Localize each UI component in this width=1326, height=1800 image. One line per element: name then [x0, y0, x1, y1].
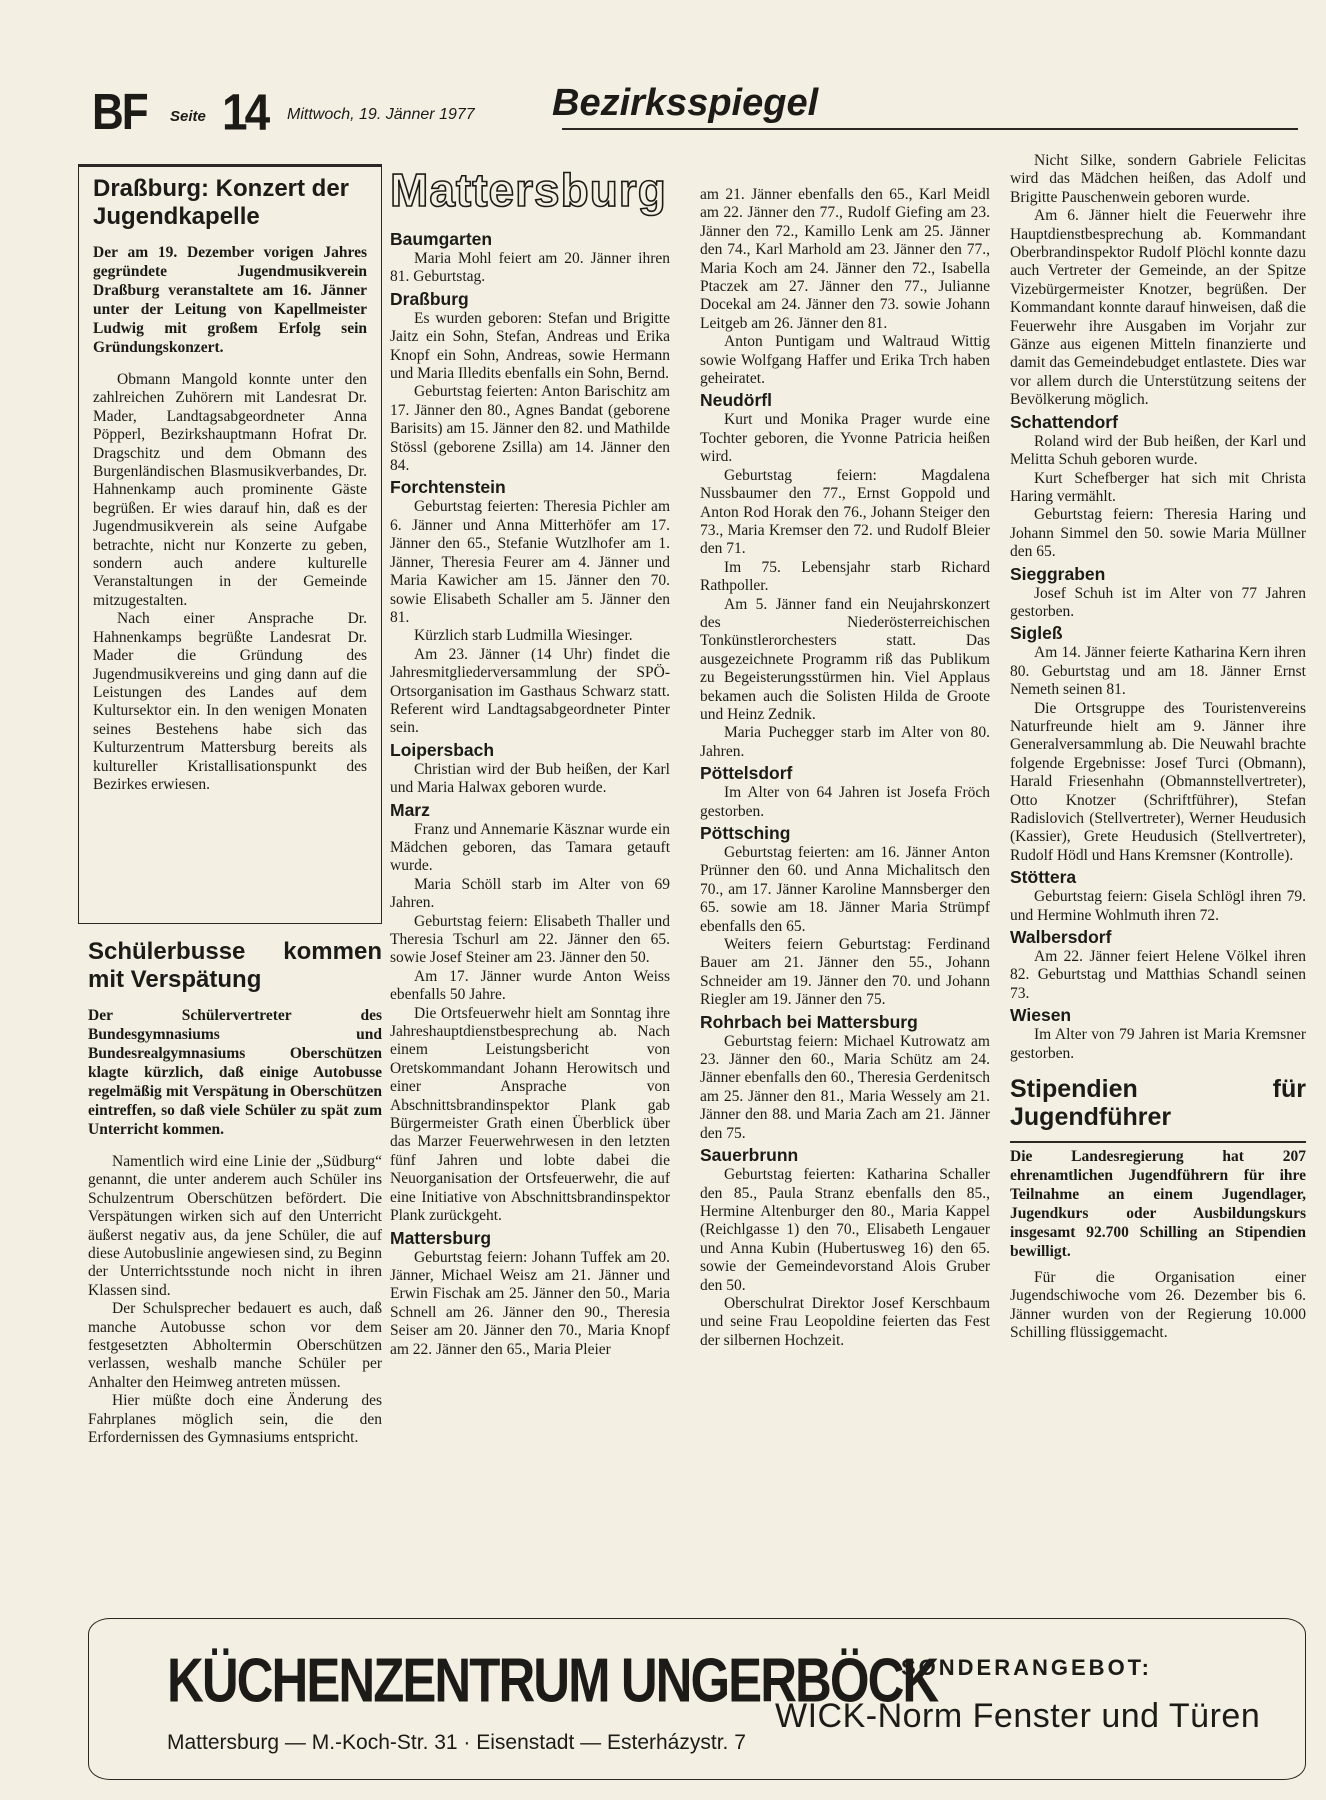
article-paragraph: Nach einer Ansprache Dr. Hahnenkamps begrüßte Landesrat Dr. Mader die Gründung des Jugendmusikvereins und ging dann auf die Leistungen des Landes auf dem Kultursektor ein. In den wenigen Monaten seines Bestehens habe sich das Kulturzentrum Mattersburg bereits als kultureller Kristallisationspunkt des Bezirkes erwiesen.	[93, 610, 367, 793]
news-paragraph: Geburtstag feiern: Theresia Haring und Johann Simmel den 50. sowie Maria Müllner den 65.	[1010, 506, 1306, 561]
article-title: Draßburg: Konzert der Jugendkapelle	[93, 175, 350, 230]
news-paragraph: Anton Puntigam und Waltraud Wittig sowie Wolfgang Haffer und Erika Trch haben geheiratet.	[700, 333, 990, 388]
header-rule	[562, 128, 1298, 130]
news-paragraph: Geburtstag feiern: Elisabeth Thaller und Theresia Tschurl am 22. Jänner den 65. sowie Josef Steiner am 23. Jänner den 50.	[390, 912, 670, 967]
page-label: Seite	[170, 108, 206, 125]
locality-heading: Mattersburg	[390, 1227, 492, 1248]
locality-heading: Sieggraben	[1010, 563, 1106, 584]
news-paragraph: Maria Schöll starb im Alter von 69 Jahren.	[390, 875, 670, 912]
mattersburg-column-3	[1010, 152, 1306, 1343]
news-paragraph: Maria Puchegger starb im Alter von 80. Jahren.	[700, 724, 990, 760]
news-paragraph: Am 17. Jänner wurde Anton Weiss ebenfalls 50 Jahre.	[390, 967, 670, 1004]
news-paragraph: Im Alter von 79 Jahren ist Maria Kremsner gestorben.	[1010, 1026, 1306, 1062]
article-paragraph: Hier müßte doch eine Änderung des Fahrplanes möglich sein, die den Erfordernissen des Gymnasiums entspricht.	[88, 1392, 382, 1447]
ad-offer-text: WICK-Norm Fenster und Türen	[775, 1697, 1261, 1735]
locality-heading: Pöttelsdorf	[700, 763, 793, 784]
news-paragraph: Kurt und Monika Prager wurde eine Tochter geboren, die Yvonne Patricia heißen wird.	[700, 411, 990, 466]
news-paragraph: Am 23. Jänner (14 Uhr) findet die Jahresmitgliederversammlung der SPÖ-Ortsorganisation im Gasthaus Schwarz statt. Referent wird Landtagsabgeordneter Pinter sein.	[390, 645, 670, 737]
page-header	[92, 82, 1298, 141]
article-paragraph: Namentlich wird eine Linie der „Südburg“ genannt, die unter anderem auch Schüler ins Schulzentrum Oberschützen befördert. Die Verspätungen wirken sich auf den Unterricht äußerst negativ aus, da jene Schüler, die auf diese Autobuslinie angewiesen sind, zu Beginn der Unterrichtsstunde noch nicht in ihren Klassen sind.	[88, 1153, 382, 1299]
news-paragraph: Am 14. Jänner feierte Katharina Kern ihren 80. Geburtstag und am 18. Jänner Ernst Nemeth seinen 81.	[1010, 644, 1306, 699]
news-paragraph: Geburtstag feierten: Theresia Pichler am 6. Jänner und Anna Mitterhöfer am 17. Jänner den 65., Stefanie Wutzlhofer am 1. Jänner, Theresia Feurer am 4. Jänner und Maria Kawicher am 15. Jänner den 70. sowie Elisabeth Schaller am 5. Jänner den 81.	[390, 498, 670, 626]
advertisement	[88, 1618, 1306, 1780]
news-paragraph: Maria Mohl feiert am 20. Jänner ihren 81. Geburtstag.	[390, 250, 670, 286]
news-paragraph: Christian wird der Bub heißen, der Karl und Maria Halwax geboren wurde.	[390, 760, 670, 797]
ad-address: Mattersburg — M.-Koch-Str. 31 · Eisenstadt — Esterházystr. 7	[167, 1731, 746, 1754]
article-drassburg-box	[78, 164, 382, 924]
news-paragraph: Geburtstag feierten: Anton Barischitz am 17. Jänner den 80., Agnes Bandat (geborene Barisits) am 15. Jänner den 82. und Mathilde Stössl (geborene Zsilla) am 14. Jänner den 84.	[390, 383, 670, 475]
locality-heading: Schattendorf	[1010, 411, 1118, 432]
news-paragraph: Am 5. Jänner fand ein Neujahrskonzert des Niederösterreichischen Tonkünstlerorchesters statt. Das ausgezeichnete Programm riß das Publikum zu Begeisterungsstürmen hin. Viel Applaus bekamen auch die Solisten Hilda de Groote und Heinz Zednik.	[700, 595, 990, 723]
locality-heading: Draßburg	[390, 288, 469, 309]
page-number: 14	[222, 83, 268, 141]
news-paragraph: Josef Schuh ist im Alter von 77 Jahren gestorben.	[1010, 584, 1306, 620]
newspaper-logo: BF	[92, 84, 147, 141]
news-paragraph: Kürzlich starb Ludmilla Wiesinger.	[414, 627, 633, 645]
article-paragraph: Obmann Mangold konnte unter den zahlreichen Zuhörern mit Landesrat Dr. Mader, Landtagsabgeordneter Anna Pöpperl, Bezirkshauptmann Hofrat Dr. Dragschitz und dem Obmann des Burgenländischen Blasmusikverbandes, Dr. Hahnenkamp auch prominente Gäste begrüßen. Er wies darauf hin, daß es der Jugendmusikverein als seine Aufgabe betrachte, nicht nur Konzerte zu geben, sondern auch andere kulturelle Veranstaltungen in der Gemeinde mitzugestalten.	[93, 371, 367, 609]
news-paragraph: Roland wird der Bub heißen, der Karl und Melitta Schuh geboren wurde.	[1010, 432, 1306, 469]
news-paragraph: Die Ortsfeuerwehr hielt am Sonntag ihre Jahreshauptdienstbesprechung ab. Nach einem Leistungsbericht von Oretskommandant Johann Herowitsch und einer Ansprache von Abschnittsbrandinspektor Plank gab Bürgermeister Grath einen Überblick über das Marzer Feuerwehrwesen in den letzten fünf Jahren und lobte dabei die Neuorganisation der Ortsfeuerwehr, die auf eine Initiative von Abschnittsbrandinspektor Plank zurückgeht.	[390, 1004, 670, 1225]
ad-offer-title: SONDERANGEBOT:	[901, 1655, 1153, 1680]
article-paragraph: Der Schulsprecher bedauert es auch, daß manche Autobusse schon vor dem festgesetzten Abholtermin Oberschützen verlassen, weshalb manche Schüler per Anhalter den Heimweg antreten müssen.	[88, 1300, 382, 1391]
news-paragraph: Geburtstag feiern: Johann Tuffek am 20. Jänner, Michael Weisz am 21. Jänner und Erwin Fischak am 25. Jänner den 50., Maria Schnell am 26. Jänner den 90., Theresia Seiser am 20. Jänner den 70., Maria Knopf am 22. Jänner den 65., Maria Pleier	[390, 1248, 670, 1358]
locality-heading: Wiesen	[1010, 1005, 1072, 1026]
article-title: Schülerbusse kommen mit Verspätung	[88, 938, 382, 993]
news-paragraph: Kurt Schefberger hat sich mit Christa Haring vermählt.	[1010, 469, 1306, 505]
news-paragraph: Am 22. Jänner feiert Helene Völkel ihren 82. Geburtstag und Matthias Schandl seinen 73.	[1010, 948, 1306, 1002]
article-schuelerbusse	[88, 938, 382, 1448]
issue-date: Mittwoch, 19. Jänner 1977	[287, 106, 475, 123]
locality-heading: Forchtenstein	[390, 477, 506, 498]
section-title: Bezirksspiegel	[552, 82, 819, 124]
news-paragraph: Geburtstag feierten: am 16. Jänner Anton Prünner den 60. und Anna Michalitsch den 70., am 17. Jänner Karoline Mannsberger den 65. sowie am 18. Jänner Maria Strümpf ebenfalls den 65.	[700, 844, 990, 935]
locality-heading: Baumgarten	[390, 229, 493, 249]
news-paragraph: Am 6. Jänner hielt die Feuerwehr ihre Hauptdienstbesprechung ab. Kommandant Oberbrandinspektor Rudolf Plöchl konnte dazu auch Vertreter der Gemeinde, an der Spitze Vizebürgermeister Knotzer, begrüßen. Der Kommandant konnte darauf hinweisen, daß die Feuerwehr ihre Ausgaben im Vorjahr zur Gänze aus eigenen Mitteln finanzierte und damit das Gemeindebudget entlastete. Dies war vor allem durch die Unterstützung seitens der Bevölkerung möglich.	[1010, 207, 1306, 409]
locality-heading: Rohrbach bei Mattersburg	[700, 1011, 918, 1032]
news-paragraph: Es wurden geboren: Stefan und Brigitte Jaitz ein Sohn, Stefan, Andreas und Erika Knopf ein Sohn, Andreas, sowie Hermann und Maria Illedits ebenfalls ein Sohn, Bernd.	[390, 309, 670, 383]
locality-heading: Pöttsching	[700, 823, 791, 843]
locality-heading: Loipersbach	[390, 739, 495, 760]
news-paragraph: am 21. Jänner ebenfalls den 65., Karl Meidl am 22. Jänner den 77., Rudolf Giefing am 23. Jänner den 72., Kamillo Lenk am 25. Jänner den 74., Karl Marhold am 23. Jänner den 77., Maria Koch am 24. Jänner den 72., Isabella Ptaczek am 27. Jänner den 77., Julianne Docekal am 24. Jänner den 73. sowie Johann Leitgeb am 26. Jänner den 81.	[700, 186, 990, 332]
news-paragraph: Geburtstag feiern: Magdalena Nussbaumer den 77., Ernst Goppold und Anton Rod Horak den 76., Johann Steiger den 73., Maria Kremser den 72. und Rudolf Bleier den 71.	[700, 466, 990, 558]
article-lead: Der am 19. Dezember vorigen Jahres gegründete Jugendmusikverein Draßburg veranstaltete am 16. Jänner unter der Leitung von Kapellmeister Ludwig mit großem Erfolg sein Gründungskonzert.	[93, 244, 367, 356]
news-paragraph: Geburtstag feiern: Gisela Schlögl ihren 79. und Hermine Wohlmuth ihren 72.	[1010, 888, 1306, 924]
ad-brand: KÜCHENZENTRUM UNGERBÖCK	[167, 1646, 938, 1716]
locality-heading: Sauerbrunn	[700, 1145, 799, 1166]
news-paragraph: Oberschulrat Direktor Josef Kerschbaum und seine Frau Leopoldine feierten das Fest der silbernen Hochzeit.	[700, 1294, 990, 1349]
news-paragraph: Geburtstag feiern: Michael Kutrowatz am 23. Jänner den 60., Maria Schütz am 24. Jänner ebenfalls den 60., Theresia Gerdenitsch am 25. Jänner den 81., Maria Wessely am 21. Jänner den 88. und Maria Zach am 21. Jänner den 75.	[700, 1032, 990, 1142]
locality-heading: Sigleß	[1010, 623, 1063, 644]
news-paragraph: Im Alter von 64 Jahren ist Josefa Fröch gestorben.	[700, 784, 990, 820]
article-title: Stipendien für Jugendführer	[1010, 1075, 1306, 1132]
mattersburg-column-1	[390, 165, 670, 1359]
news-paragraph: Weiters feiern Geburtstag: Ferdinand Bauer am 21. Jänner den 55., Johann Schneider am 19. Jänner den 70. und Johann Riegler am 19. Jänner den 75.	[700, 936, 990, 1009]
article-paragraph: Für die Organisation einer Jugendschiwoche vom 26. Dezember bis 6. Jänner wurden von der Regierung 10.000 Schilling flüssiggemacht.	[1010, 1269, 1306, 1342]
news-paragraph: Franz und Annemarie Käsznar wurde ein Mädchen geboren, das Tamara getauft wurde.	[390, 820, 670, 875]
news-paragraph: Geburtstag feierten: Katharina Schaller den 85., Paula Stranz ebenfalls den 85., Hermine Altenburger den 80., Maria Kappel (Reichlgasse 1) den 70., Elisabeth Lengauer und Anna Kubin (Hubertusweg 16) den 65. sowie der Gemeindevorstand Alois Gruber den 50.	[700, 1166, 990, 1294]
locality-heading: Walbersdorf	[1010, 927, 1112, 948]
locality-heading: Neudörfl	[700, 390, 772, 411]
article-lead: Der Schülervertreter des Bundesgymnasiums und Bundesrealgymnasiums Oberschützen klagte kürzlich, daß einige Autobusse regelmäßig mit Verspätung in Oberschützen eintreffen, so daß viele Schüler zu spät zum Unterricht kommen.	[88, 1007, 382, 1138]
news-paragraph: Nicht Silke, sondern Gabriele Felicitas wird das Mädchen heißen, das Adolf und Brigitte Pauschenwein geboren wurde.	[1010, 152, 1306, 206]
mattersburg-masthead: Mattersburg	[390, 165, 667, 216]
locality-heading: Stöttera	[1010, 867, 1077, 888]
mattersburg-column-2	[700, 186, 990, 1350]
news-paragraph: Im 75. Lebensjahr starb Richard Rathpoller.	[700, 558, 990, 595]
article-lead: Die Landesregierung hat 207 ehrenamtlichen Jugendführern für ihre Teilnahme an einem Jugendlager, Jugendkurs oder Ausbildungskurs insgesamt 92.700 Schilling an Stipendien bewilligt.	[1010, 1141, 1306, 1261]
locality-heading: Marz	[390, 799, 430, 820]
news-paragraph: Die Ortsgruppe des Touristenvereins Naturfreunde hielt am 9. Jänner ihre Generalversammlung ab. Die Neuwahl brachte folgende Ergebnisse: Josef Turci (Obmann), Harald Friesenhahn (Obmannstellvertreter), Otto Knotzer (Schriftführer), Stefan Radislovich (Stellvertreter), Werner Heudusich (Kassier), Grete Heudusich (Stellvertreter), Rudolf Hödl und Hans Kremsner (Kontrolle).	[1010, 699, 1306, 864]
